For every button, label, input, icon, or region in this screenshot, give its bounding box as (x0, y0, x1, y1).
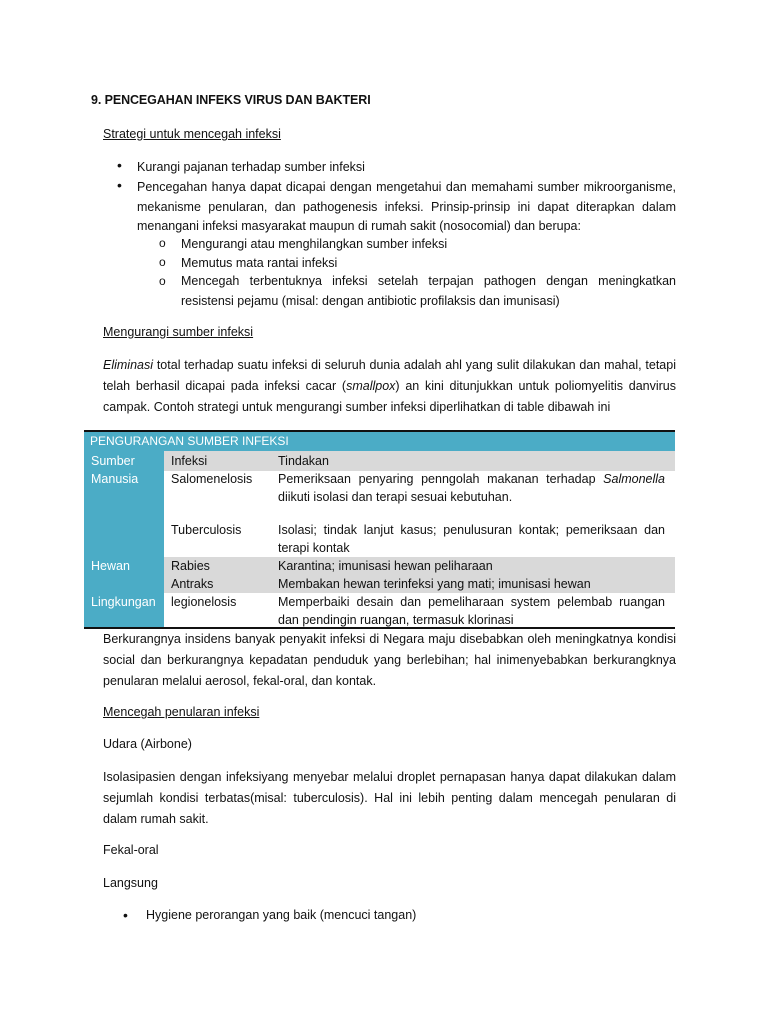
italic-term: smallpox (346, 379, 396, 393)
table-cell-infeksi: Rabies (171, 559, 210, 573)
bullet-marker: • (117, 157, 122, 173)
cell-text: Pemeriksaan penyaring penngolah makanan terhadap (278, 472, 604, 486)
subsection-langsung: Langsung (103, 876, 158, 890)
section-title-mengurangi: Mengurangi sumber infeksi (103, 325, 254, 339)
bullet-item-2: Pencegahan hanya dapat dicapai dengan mengetahui dan memahami sumber mikroorganisme, mekanisme penularan, dan pathogenesis infeksi. Prinsip-prinsip ini dapat diterapkan dalam menangani infeksi masyarakat maupun di rumah sakit (nosocomial) dan berupa: (137, 180, 676, 233)
italic-term: Eliminasi (103, 358, 154, 372)
bullet-item-1: Kurangi pajanan terhadap sumber infeksi (137, 160, 365, 174)
table-header-tindakan: Tindakan (278, 454, 329, 468)
cell-text: diikuti isolasi dan terapi sesuai kebutuhan. (278, 489, 513, 504)
sub-bullet-marker: o (159, 274, 166, 288)
sub-bullet-item-1: Mengurangi atau menghilangkan sumber infeksi (181, 237, 448, 251)
sub-bullet-item-3: Mencegah terbentuknya infeksi setelah terpajan pathogen dengan meningkatkan resistensi pejamu (misal: dengan antibiotic profilaksis dan imunisasi) (181, 274, 676, 308)
page-heading: 9. PENCEGAHAN INFEKS VIRUS DAN BAKTERI (91, 93, 371, 107)
table-cat-lingkungan: Lingkungan (91, 595, 156, 609)
paragraph-text: total terhadap suatu infeksi di seluruh dunia adalah ahl yang sulit dilakukan dan mahal, tetapi telah berhasil dicapai pada infeksi cacar ( (103, 358, 676, 393)
table-header-sumber: Sumber (91, 454, 135, 468)
sub-bullet-marker: o (159, 236, 166, 250)
sub-bullet-item-2: Memutus mata rantai infeksi (181, 256, 338, 270)
table-cell-infeksi: Tuberculosis (171, 523, 242, 537)
table-header-infeksi: Infeksi (171, 454, 208, 468)
section-title-strategi: Strategi untuk mencegah infeksi (103, 127, 281, 141)
udara-paragraph: Isolasipasien dengan infeksiyang menyebar melalui droplet pernapasan hanya dapat dilakukan dalam sejumlah kondisi terbatas(misal: tuberculosis). Hal ini lebih penting dalam mencegah penularan di dalam rumah sakit. (103, 770, 676, 826)
bullet-item-hygiene: Hygiene perorangan yang baik (mencuci tangan) (146, 908, 417, 922)
table-cell-infeksi: Salomenelosis (171, 472, 253, 486)
table-cell-infeksi: legionelosis (171, 595, 237, 609)
paragraph-text: ) an kini ditunjukkan untuk poliomyelitis danvirus campak. Contoh strategi untuk mengurangi sumber infeksi diperlihatkan di table dibawah ini (103, 379, 676, 414)
bullet-marker: • (123, 907, 128, 923)
italic-term: Salmonella (603, 472, 665, 486)
table-cat-manusia: Manusia (91, 472, 139, 486)
section-title-mencegah: Mencegah penularan infeksi (103, 705, 260, 719)
table-cell-infeksi: Antraks (171, 577, 214, 591)
bullet-marker: • (117, 177, 122, 193)
table-cell-tindakan: Memperbaiki desain dan pemeliharaan system pelembab ruangan dan pendingin ruangan, termasuk klorinasi (278, 595, 665, 627)
table-header-row (164, 451, 675, 471)
eliminasi-paragraph (103, 355, 676, 418)
subsection-udara: Udara (Airbone) (103, 737, 192, 751)
table-title: PENGURANGAN SUMBER INFEKSI (84, 432, 675, 451)
table-cell-tindakan (278, 471, 665, 506)
table-cell-tindakan: Karantina; imunisasi hewan peliharaan (278, 559, 493, 573)
table-cell-tindakan: Membakan hewan terinfeksi yang mati; imunisasi hewan (278, 577, 591, 591)
subsection-fekal-oral: Fekal-oral (103, 843, 159, 857)
sub-bullet-marker: o (159, 255, 166, 269)
table-cell-tindakan: Isolasi; tindak lanjut kasus; penulusuran kontak; pemeriksaan dan terapi kontak (278, 523, 665, 555)
table-cat-hewan: Hewan (91, 559, 130, 573)
paragraph-after-table: Berkurangnya insidens banyak penyakit infeksi di Negara maju disebabkan oleh meningkatnya kondisi social dan berkurangnya kepadatan penduduk yang berlebihan; hal inimenyebabkan berkurangknya penularan melalui aerosol, fekal-oral, dan kontak. (103, 632, 676, 688)
